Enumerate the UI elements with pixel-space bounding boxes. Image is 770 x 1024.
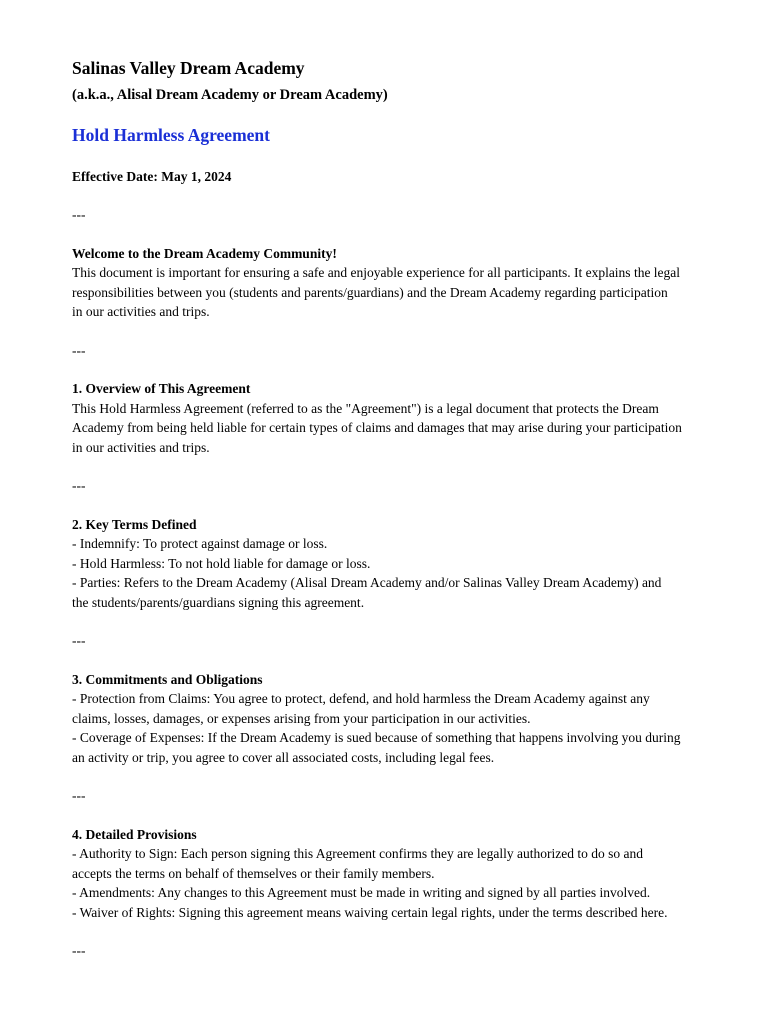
section-heading: 2. Key Terms Defined (72, 516, 197, 532)
separator: --- (72, 633, 86, 648)
body-line: in our activities and trips. (72, 439, 210, 455)
body-line: - Authority to Sign: Each person signing this Agreement confirms they are legally authorized to do so and (72, 846, 644, 861)
body-line: - Parties: Refers to the Dream Academy (Alisal Dream Academy and/or Salinas Valley Dream Academy) and (72, 575, 662, 590)
body-line: accepts the terms on behalf of themselves or their family members. (72, 865, 435, 881)
separator: --- (72, 943, 86, 958)
section-overview (72, 379, 712, 457)
section-key-terms (72, 515, 712, 613)
body-line: an activity or trip, you agree to cover all associated costs, including legal fees. (72, 749, 495, 765)
section-body (72, 399, 712, 458)
section-body (72, 689, 712, 767)
section-body (72, 263, 712, 322)
section-body (72, 534, 712, 612)
document-page (72, 56, 712, 961)
body-line: responsibilities between you (students and parents/guardians) and the Dream Academy regarding participation (72, 284, 668, 300)
body-line: - Protection from Claims: You agree to protect, defend, and hold harmless the Dream Academy against any (72, 691, 650, 706)
section-heading: 4. Detailed Provisions (72, 826, 197, 842)
section-body (72, 844, 712, 922)
body-line: - Hold Harmless: To not hold liable for damage or loss. (72, 555, 371, 571)
section-heading: 3. Commitments and Obligations (72, 671, 263, 687)
section-commitments (72, 670, 712, 768)
separator: --- (72, 788, 86, 803)
body-line: Academy from being held liable for certain types of claims and damages that may arise during your participation (72, 420, 682, 435)
section-heading: Welcome to the Dream Academy Community! (72, 245, 337, 261)
organization-aka: (a.k.a., Alisal Dream Academy or Dream Academy) (72, 87, 388, 103)
effective-date: Effective Date: May 1, 2024 (72, 169, 232, 184)
separator: --- (72, 207, 86, 222)
body-line: - Amendments: Any changes to this Agreement must be made in writing and signed by all parties involved. (72, 885, 651, 900)
section-provisions (72, 825, 712, 923)
body-line: - Indemnify: To protect against damage or loss. (72, 536, 328, 551)
separator: --- (72, 342, 86, 358)
separator: --- (72, 478, 86, 493)
document-title: Hold Harmless Agreement (72, 125, 270, 145)
section-welcome (72, 244, 712, 322)
body-line: This Hold Harmless Agreement (referred to as the "Agreement") is a legal document that protects the Dream (72, 400, 659, 416)
section-heading: 1. Overview of This Agreement (72, 381, 251, 396)
body-line: - Waiver of Rights: Signing this agreement means waiving certain legal rights, under the terms described here. (72, 904, 668, 920)
body-line: in our activities and trips. (72, 304, 210, 319)
body-line: - Coverage of Expenses: If the Dream Academy is sued because of something that happens involving you during (72, 730, 681, 745)
body-line: the students/parents/guardians signing this agreement. (72, 594, 365, 610)
body-line: claims, losses, damages, or expenses arising from your participation in our activities. (72, 710, 531, 726)
body-line: This document is important for ensuring a safe and enjoyable experience for all participants. It explains the legal (72, 265, 681, 280)
organization-name: Salinas Valley Dream Academy (72, 58, 305, 78)
